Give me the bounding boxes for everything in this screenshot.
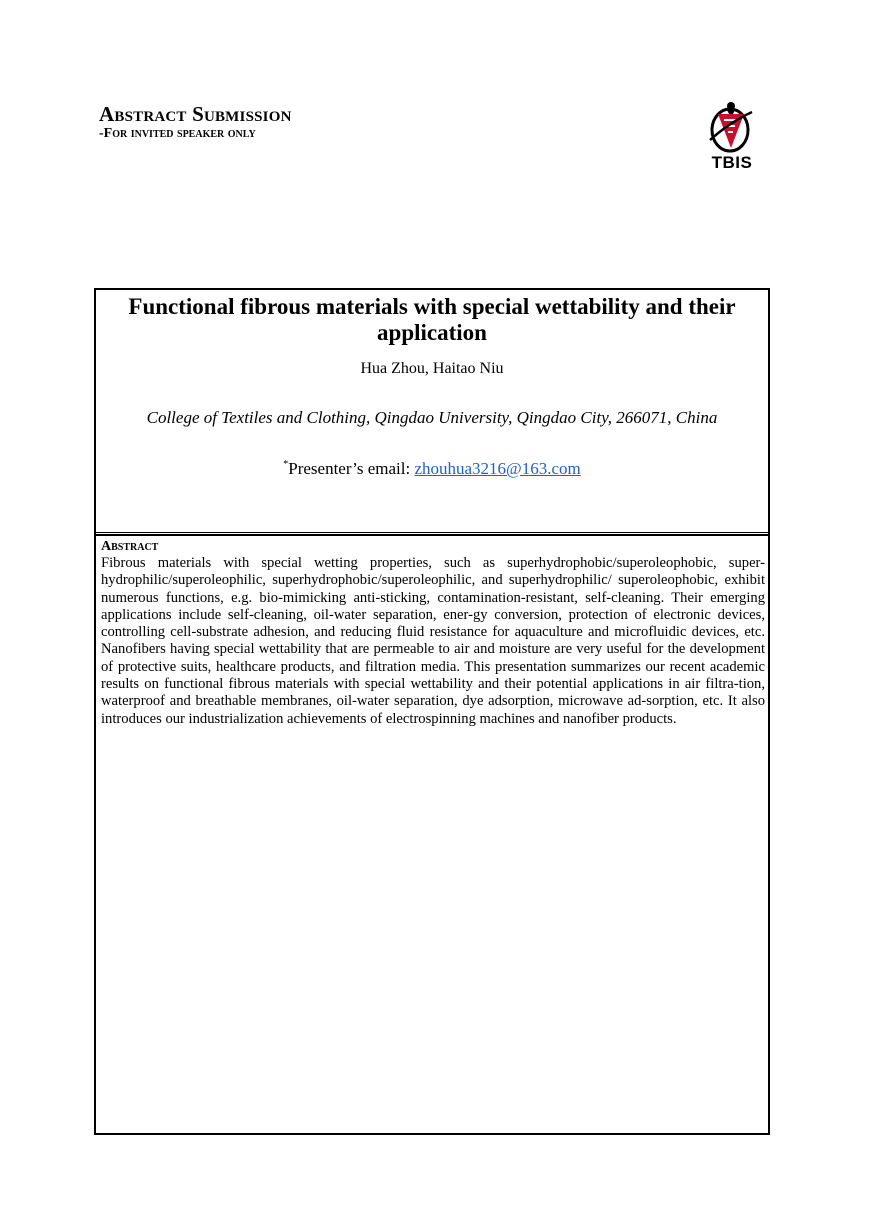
- title-box: [94, 288, 770, 536]
- submission-title: Abstract Submission: [99, 102, 292, 126]
- affiliation: College of Textiles and Clothing, Qingdao University, Qingdao City, 266071, China: [146, 408, 718, 427]
- submission-subtitle: -For invited speaker only: [99, 126, 256, 141]
- presenter-email-label: Presenter’s email:: [288, 459, 415, 478]
- presenter-marker: *: [283, 459, 289, 470]
- logo-text: TBIS: [711, 153, 753, 172]
- presenter-email-line: [96, 455, 768, 479]
- authors: Hua Zhou, Haitao Niu: [360, 360, 504, 377]
- paper-title: Functional fibrous materials with special wettability and their application: [128, 294, 736, 345]
- presenter-email-link[interactable]: zhouhua3216@163.com: [414, 459, 581, 478]
- abstract-body: Fibrous materials with special wetting properties, such as superhydrophobic/superoleophobic, super-hydrophilic/superoleophilic, superhydrophobic/superoleophilic, and superhydrophilic/ superoleophobic, exhibit numerous functions, e.g. bio-mimicking anti-sticking, contamination-resistant, self-cleaning. Their emerging applications include self-cleaning, oil-water separation, ener-gy conversion, protection of electronic devices, controlling cell-substrate adhesion, and reducing fluid resistance for aquaculture and microfluidic devices, etc. Nanofibers having special wettability that are permeable to air and moisture are very useful for the development of protective suits, healthcare products, and filtration media. This presentation summarizes our recent academic results on functional fibrous materials with special wettability and their potential applications in air filtra-tion, waterproof and breathable membranes, oil-water separation, dye adsorption, microwave ad-sorption, etc. It also introduces our industrialization achievements of electrospinning machines and nanofiber products.: [101, 555, 765, 727]
- tbis-logo: [700, 100, 764, 176]
- abstract-box: [94, 532, 770, 1135]
- abstract-heading: Abstract: [101, 539, 159, 554]
- tbis-emblem-icon: [700, 100, 764, 154]
